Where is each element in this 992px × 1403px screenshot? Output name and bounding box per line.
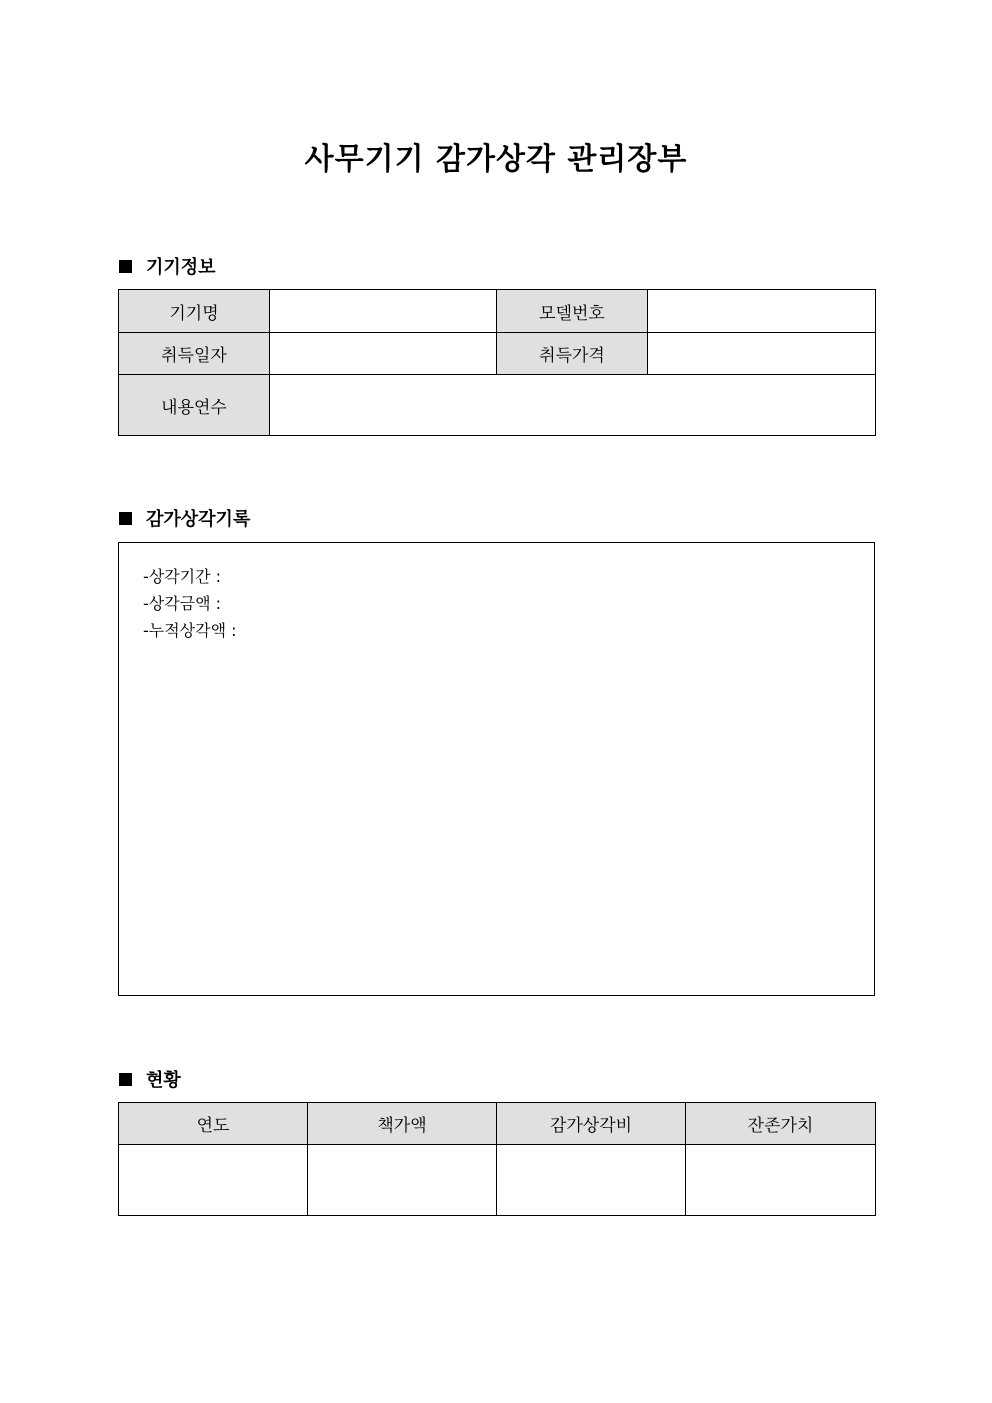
section-heading-status xyxy=(119,1066,181,1092)
section-heading-device-info xyxy=(119,253,216,279)
page-title: 사무기기 감가상각 관리장부 xyxy=(304,142,688,177)
device-info-table xyxy=(118,289,876,436)
model-number-field[interactable] xyxy=(648,290,876,333)
table-row xyxy=(119,1145,876,1216)
square-bullet-icon xyxy=(119,1073,132,1086)
status-table xyxy=(118,1102,876,1216)
section-heading-label: 현황 xyxy=(146,1070,181,1091)
acquisition-date-label: 취득일자 xyxy=(119,333,270,375)
book-value-cell[interactable] xyxy=(308,1145,497,1216)
accumulated-depreciation-line: -누적상각액 : xyxy=(143,621,237,640)
model-number-label: 모델번호 xyxy=(497,290,648,333)
acquisition-price-label: 취득가격 xyxy=(497,333,648,375)
depreciation-amount-line: -상각금액 : xyxy=(143,594,222,613)
acquisition-date-field[interactable] xyxy=(270,333,497,375)
depreciation-period-line: -상각기간 : xyxy=(143,567,222,586)
square-bullet-icon xyxy=(119,512,132,525)
depreciation-record-box[interactable] xyxy=(118,542,875,996)
column-header-book-value: 책가액 xyxy=(308,1103,497,1145)
column-header-year: 연도 xyxy=(119,1103,308,1145)
acquisition-price-field[interactable] xyxy=(648,333,876,375)
depreciation-expense-cell[interactable] xyxy=(497,1145,686,1216)
residual-value-cell[interactable] xyxy=(686,1145,876,1216)
section-heading-label: 감가상각기록 xyxy=(146,509,251,530)
useful-life-field[interactable] xyxy=(270,375,876,436)
device-name-field[interactable] xyxy=(270,290,497,333)
section-heading-label: 기기정보 xyxy=(146,257,216,278)
useful-life-label: 내용연수 xyxy=(119,375,270,436)
column-header-depreciation-expense: 감가상각비 xyxy=(497,1103,686,1145)
section-heading-depreciation-record xyxy=(119,505,250,531)
column-header-residual-value: 잔존가치 xyxy=(686,1103,876,1145)
depreciation-record-lines xyxy=(143,563,237,644)
square-bullet-icon xyxy=(119,260,132,273)
year-cell[interactable] xyxy=(119,1145,308,1216)
device-name-label: 기기명 xyxy=(119,290,270,333)
